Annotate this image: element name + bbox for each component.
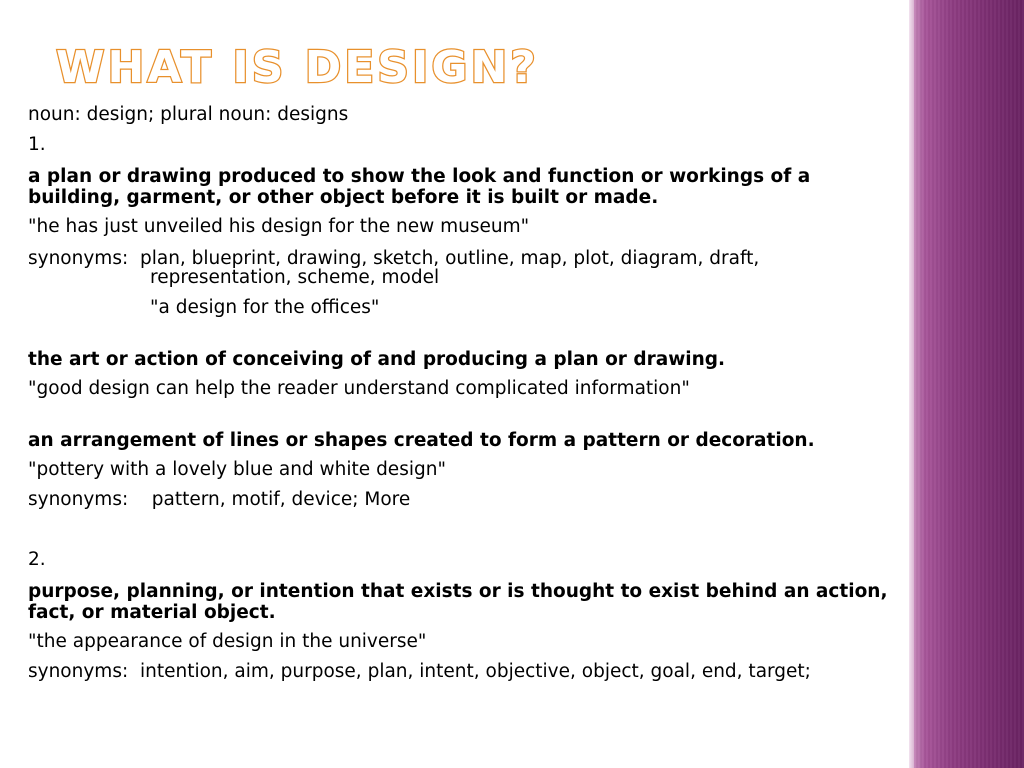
synonyms-text: plan, blueprint, drawing, sketch, outline, map, plot, diagram, draft,	[139, 248, 760, 269]
sense-number-2: 2.	[28, 549, 46, 570]
example-3: "pottery with a lovely blue and white design"	[28, 459, 446, 480]
example-4: "the appearance of design in the universe"	[28, 631, 427, 652]
slide-body	[28, 104, 898, 683]
synonyms-line-2: representation, scheme, model	[150, 267, 440, 288]
slide-title: WHAT IS DESIGN?	[56, 42, 539, 93]
example-2: "good design can help the reader understand complicated information"	[28, 378, 690, 399]
synonyms-label: synonyms:	[28, 248, 129, 269]
spacer	[28, 319, 898, 349]
definition-3: an arrangement of lines or shapes created to form a pattern or decoration.	[28, 430, 815, 451]
spacer	[28, 400, 898, 430]
definition-2: the art or action of conceiving of and producing a plan or drawing.	[28, 349, 726, 370]
sense-number-1: 1.	[28, 134, 46, 155]
synonyms-label: synonyms:	[28, 489, 129, 510]
sidebar-texture	[914, 0, 1024, 768]
synonyms-text: pattern, motif, device; More	[151, 489, 411, 510]
synonyms-text: intention, aim, purpose, plan, intent, objective, object, goal, end, target;	[139, 661, 811, 682]
synonyms-example: "a design for the offices"	[150, 297, 380, 318]
definition-1: a plan or drawing produced to show the look and function or workings of a building, garment, or other object before it is built or made.	[28, 166, 811, 208]
synonyms-line-4	[28, 661, 898, 683]
example-1: "he has just unveiled his design for the new museum"	[28, 216, 530, 237]
synonyms-line-3	[28, 489, 898, 511]
spacer	[28, 511, 898, 541]
word-header: noun: design; plural noun: designs	[28, 104, 349, 125]
synonyms-label: synonyms:	[28, 661, 129, 682]
synonyms-block-1	[28, 248, 898, 319]
definition-4: purpose, planning, or intention that exists or is thought to exist behind an action, fact, or material object.	[28, 581, 888, 623]
